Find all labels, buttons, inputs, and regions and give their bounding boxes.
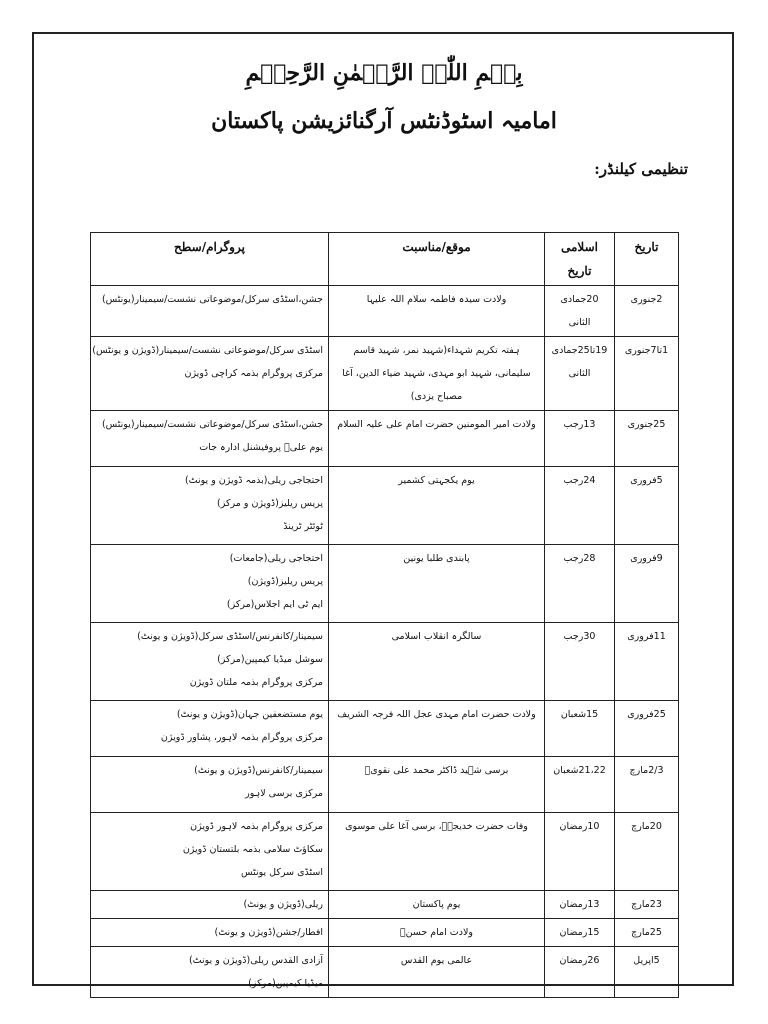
program-line: ٹوئٹر ٹرینڈ (283, 521, 323, 532)
table-header-row (91, 233, 679, 286)
program-cell (91, 411, 329, 467)
date-cell: 20مارچ (615, 813, 679, 891)
date-cell: 2جنوری (615, 286, 679, 337)
date-cell: 11فروری (615, 623, 679, 701)
program-cell (91, 891, 329, 919)
table-row (91, 891, 679, 919)
program-line: یوم علیؑ پروفیشنل ادارہ جات (199, 442, 323, 453)
program-cell (91, 337, 329, 411)
header-date: تاریخ (615, 233, 679, 286)
islamic-date-cell: 10رمضان (545, 813, 615, 891)
occasion-cell: سالگرہ انقلاب اسلامی (329, 623, 545, 701)
program-line: جشن،اسٹڈی سرکل/موضوعاتی نشست/سیمینار(یونٹس) (101, 419, 323, 430)
calendar-table (90, 232, 679, 998)
program-line: آزادی القدس ریلی(ڈویژن و یونٹ) (188, 955, 323, 966)
islamic-date-cell: 24رجب (545, 467, 615, 545)
program-line: سوشل میڈیا کیمپین(مرکز) (217, 654, 323, 665)
organization-title: امامیہ اسٹوڈنٹس آرگنائزیشن پاکستان (211, 108, 557, 134)
program-line: اسٹڈی سرکل یونٹس (240, 867, 323, 878)
program-cell (91, 467, 329, 545)
date-cell: 25فروری (615, 701, 679, 757)
islamic-date-cell: 20جمادی الثانی (545, 286, 615, 337)
occasion-cell: ہفتہ تکریم شہداء(شہید نمر، شہید قاسم سلیمانی، شہید ابو مہدی، شہید ضیاء الدین، آغا مصباح یزدی) (329, 337, 545, 411)
program-cell (91, 545, 329, 623)
date-cell: 23مارچ (615, 891, 679, 919)
islamic-date-cell: 15شعبان (545, 701, 615, 757)
occasion-cell: یوم پاکستان (329, 891, 545, 919)
program-line: میڈیا کیمپین(مرکز) (248, 978, 323, 989)
islamic-date-cell: 15رمضان (545, 919, 615, 947)
bismillah-header: بِسۡمِ اللّٰہِ الرَّحۡمٰنِ الرَّحِیۡمِ (245, 60, 523, 86)
occasion-cell: وفات حضرت خدیجہؑ، برسی آغا علی موسوی (329, 813, 545, 891)
program-cell (91, 623, 329, 701)
program-cell (91, 286, 329, 337)
calendar-body (91, 286, 679, 998)
date-cell: 9فروری (615, 545, 679, 623)
table-row (91, 947, 679, 998)
table-row (91, 286, 679, 337)
program-line: پریس ریلیز(ڈویژن و مرکز) (217, 498, 323, 509)
occasion-cell: ولادت حضرت امام مہدی عجل اللہ فرجہ الشریف (329, 701, 545, 757)
occasion-cell: برسی شہید ڈاکٹر محمد علی نقویؒ (329, 757, 545, 813)
table-row (91, 813, 679, 891)
occasion-cell: ولادت امیر المومنین حضرت امام علی علیہ السلام (329, 411, 545, 467)
occasion-cell: یوم یکجہتی کشمیر (329, 467, 545, 545)
table-row (91, 545, 679, 623)
program-cell (91, 947, 329, 998)
date-cell: 5اپریل (615, 947, 679, 998)
program-cell (91, 813, 329, 891)
program-line: مرکزی برسی لاہور (245, 788, 323, 799)
islamic-date-cell: 21،22شعبان (545, 757, 615, 813)
occasion-cell: پابندی طلبا یونین (329, 545, 545, 623)
program-line: اسٹڈی سرکل/موضوعاتی نشست/سیمینار(ڈویژن و یونٹس) (92, 345, 323, 356)
islamic-date-cell: 13رجب (545, 411, 615, 467)
occasion-cell: ولادت سیدہ فاطمہ سلام اللہ علیہا (329, 286, 545, 337)
table-row (91, 701, 679, 757)
program-line: سیمینار/کانفرنس(ڈویژن و یونٹ) (194, 765, 323, 776)
program-line: افطار/جشن(ڈویژن و یونٹ) (214, 927, 323, 938)
header-occasion: موقع/مناسبت (329, 233, 545, 286)
table-row (91, 337, 679, 411)
islamic-date-cell: 19تا25جمادی الثانی (545, 337, 615, 411)
occasion-cell: ولادت امام حسنؑ (329, 919, 545, 947)
date-cell: 5فروری (615, 467, 679, 545)
table-row (91, 623, 679, 701)
program-line: مرکزی پروگرام بذمہ لاہور، پشاور ڈویژن (160, 732, 323, 743)
date-cell: 1تا7جنوری (615, 337, 679, 411)
program-line: احتجاجی ریلی(بذمہ ڈویژن و یونٹ) (184, 475, 323, 486)
program-line: پریس ریلیز(ڈویژن) (247, 576, 323, 587)
program-cell (91, 701, 329, 757)
program-line: احتجاجی ریلی(جامعات) (229, 553, 323, 564)
table-row (91, 467, 679, 545)
table-row (91, 411, 679, 467)
program-line: مرکزی پروگرام بذمہ لاہور ڈویژن (190, 821, 323, 832)
islamic-date-cell: 30رجب (545, 623, 615, 701)
date-cell: 25مارچ (615, 919, 679, 947)
occasion-cell: عالمی یوم القدس (329, 947, 545, 998)
program-line: سیمینار/کانفرنس/اسٹڈی سرکل(ڈویژن و یونٹ) (137, 631, 323, 642)
date-cell: 25جنوری (615, 411, 679, 467)
program-cell (91, 757, 329, 813)
section-heading: تنظیمی کیلنڈر: (594, 160, 688, 178)
header-islamic-date: اسلامی تاریخ (545, 233, 615, 286)
header-program: پروگرام/سطح (91, 233, 329, 286)
islamic-date-cell: 28رجب (545, 545, 615, 623)
date-cell: 2/3مارچ (615, 757, 679, 813)
program-line: سکاؤٹ سلامی بذمہ بلتستان ڈویژن (182, 844, 323, 855)
program-line: یوم مستضعفین جہان(ڈویژن و یونٹ) (176, 709, 323, 720)
program-line: مرکزی پروگرام بذمہ کراچی ڈویژن (184, 368, 323, 379)
program-line: مرکزی پروگرام بذمہ ملتان ڈویژن (189, 677, 323, 688)
table-row (91, 757, 679, 813)
program-line: ریلی(ڈویژن و یونٹ) (243, 899, 323, 910)
islamic-date-cell: 26رمضان (545, 947, 615, 998)
program-cell (91, 919, 329, 947)
program-line: ایم ٹی ایم اجلاس(مرکز) (226, 599, 323, 610)
table-row (91, 919, 679, 947)
program-line: جشن،اسٹڈی سرکل/موضوعاتی نشست/سیمینار(یونٹس) (101, 294, 323, 305)
islamic-date-cell: 13رمضان (545, 891, 615, 919)
